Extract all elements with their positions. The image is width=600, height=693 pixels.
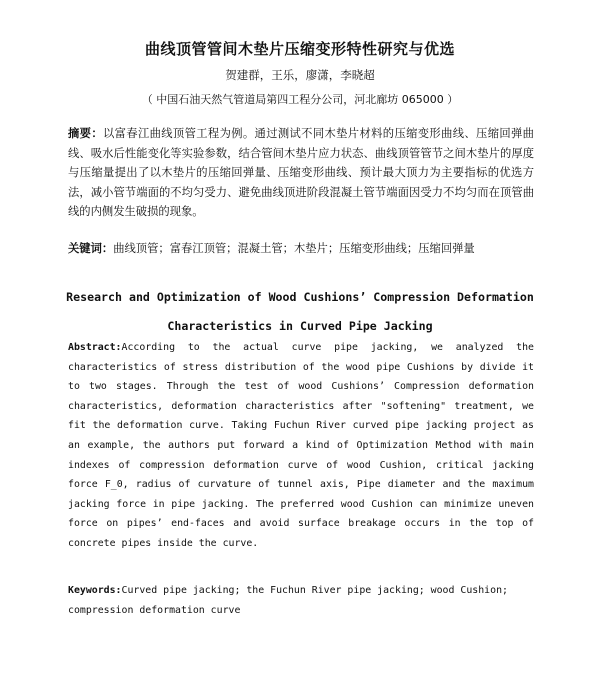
english-keywords xyxy=(68,581,534,620)
chinese-title: 曲线顶管管间木垫片压缩变形特性研究与优选 xyxy=(144,40,455,58)
chinese-abstract-text: 以富春江曲线顶管工程为例。通过测试不同木垫片材料的压缩变形曲线、压缩回弹曲线、吸水后性能变化等实验参数，结合管间木垫片应力状态、曲线顶管管节之间木垫片的厚度与压缩量提出了以木垫片的压缩回弹量、压缩变形曲线、预计最大顶力为主要指标的优选方法，减小管节端面的不均匀受力、避免曲线顶进阶段混凝土管节端面因受力不均匀而在顶管曲线的内侧发生破损的现象。 xyxy=(68,127,534,219)
chinese-abstract xyxy=(68,124,534,222)
chinese-keywords-text: 曲线顶管；富春江顶管；混凝土管；木垫片；压缩变形曲线；压缩回弹量 xyxy=(113,242,475,255)
chinese-affiliation: （ 中国石油天然气管道局第四工程分公司，河北廊坊 065000 ） xyxy=(141,93,459,106)
english-keywords-label: Keywords: xyxy=(68,585,122,596)
chinese-abstract-label: 摘要： xyxy=(68,127,103,140)
english-title: Research and Optimization of Wood Cushions’ Compression Deformation Characteristics in Curved Pipe Jacking xyxy=(66,290,534,333)
chinese-authors: 贺建群，王乐，廖潇，李晓超 xyxy=(225,68,375,82)
english-abstract-label: Abstract: xyxy=(68,342,122,353)
chinese-keywords xyxy=(68,240,534,258)
english-abstract xyxy=(68,338,534,554)
english-keywords-text: Curved pipe jacking; the Fuchun River pipe jacking; wood Cushion; compression deformation curve xyxy=(68,585,508,616)
english-abstract-text: According to the actual curve pipe jacking, we analyzed the characteristics of stress distribution of the wood pipe Cushions by divide it to two stages. Through the test of wood Cushions’ Compression deformation characteristics, deformation characteristics after "softening" treatment, we fit the deformation curve. Taking Fuchun River curved pipe jacking project as an example, the authors put forward a kind of Optimization Method with main indexes of compression deformation curve of wood Cushion, critical jacking force F_0, radius of curvature of tunnel axis, Pipe diameter and the maximum jacking force in pipe jacking. The preferred wood Cushion can minimize uneven force on pipes’ end-faces and avoid surface breakage occurs in the top of concrete pipes inside the curve. xyxy=(68,342,534,549)
chinese-keywords-label: 关键词： xyxy=(68,242,114,255)
